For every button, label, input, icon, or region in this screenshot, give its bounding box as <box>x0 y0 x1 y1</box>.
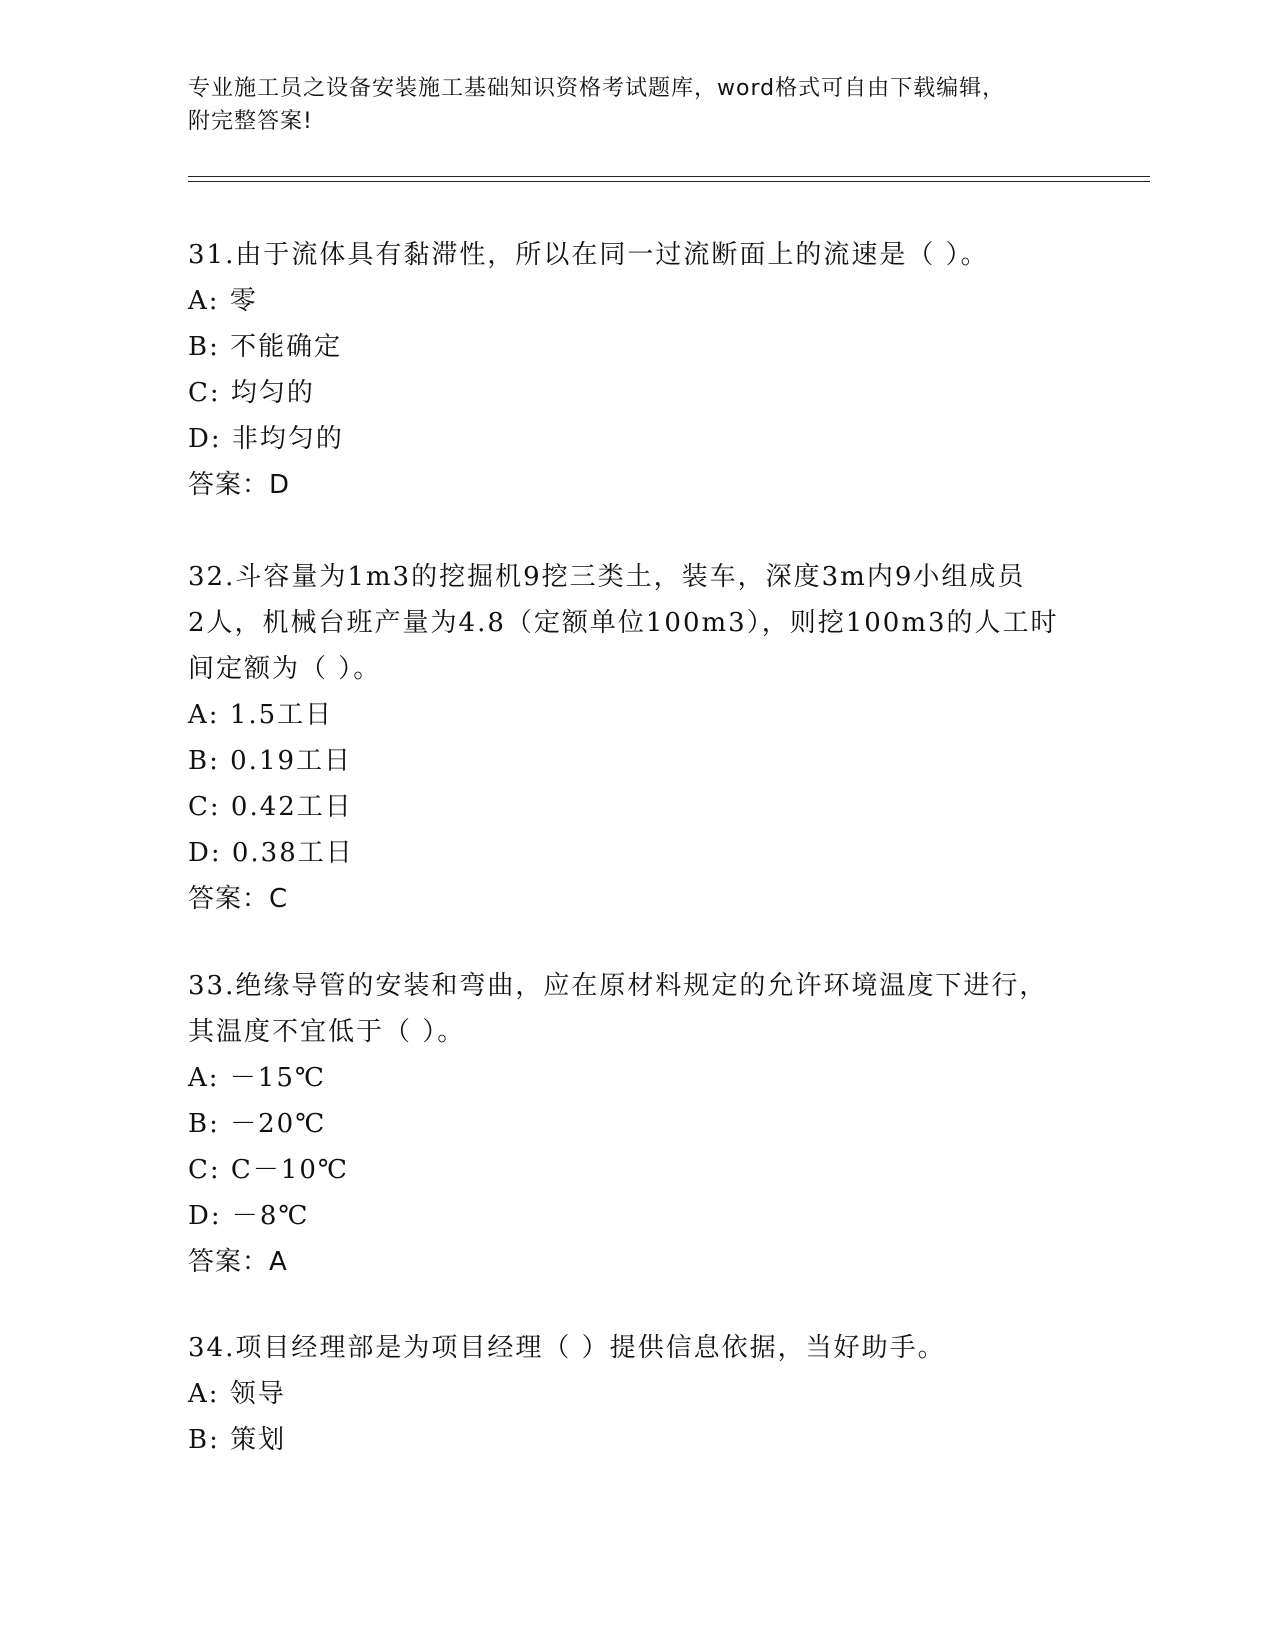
question-stem-line-1: 32.斗容量为1m3的挖掘机9挖三类土，装车，深度3m内9小组成员 <box>188 562 1026 592</box>
option-a: A: 领导 <box>188 1379 286 1409</box>
question-stem-line-3: 间定额为（ ）。 <box>188 654 382 684</box>
question-31 <box>188 232 1088 508</box>
answer: 答案：D <box>188 470 291 500</box>
option-d: D: 非均匀的 <box>188 424 344 454</box>
question-34 <box>188 1325 1088 1463</box>
header-line-1: 专业施工员之设备安装施工基础知识资格考试题库，word格式可自由下载编辑， <box>188 76 1006 101</box>
option-d: D: －8℃ <box>188 1201 310 1231</box>
document-header <box>188 72 1058 138</box>
question-stem-line-1: 33.绝缘导管的安装和弯曲，应在原材料规定的允许环境温度下进行， <box>188 971 1048 1001</box>
option-c: C: C－10℃ <box>188 1155 349 1185</box>
question-32 <box>188 554 1088 922</box>
option-a: A: 1.5工日 <box>188 700 334 730</box>
question-stem-line-2: 其温度不宜低于（ ）。 <box>188 1017 466 1047</box>
question-stem: 31.由于流体具有黏滞性，所以在同一过流断面上的流速是（ ）。 <box>188 240 989 270</box>
option-b: B: 不能确定 <box>188 332 343 362</box>
option-b: B: 0.19工日 <box>188 746 353 776</box>
question-33 <box>188 963 1088 1285</box>
answer: 答案：A <box>188 1247 288 1277</box>
option-a: A: －15℃ <box>188 1063 326 1093</box>
option-c: C: 均匀的 <box>188 378 315 408</box>
option-b: B: 策划 <box>188 1425 287 1455</box>
option-b: B: －20℃ <box>188 1109 327 1139</box>
header-line-2: 附完整答案! <box>188 109 313 134</box>
question-stem: 34.项目经理部是为项目经理（ ）提供信息依据，当好助手。 <box>188 1333 946 1363</box>
option-d: D: 0.38工日 <box>188 838 354 868</box>
option-c: C: 0.42工日 <box>188 792 353 822</box>
option-a: A: 零 <box>188 286 258 316</box>
question-stem-line-2: 2人，机械台班产量为4.8（定额单位100m3），则挖100m3的人工时 <box>188 608 1059 638</box>
header-rule-top <box>188 176 1150 177</box>
header-rule-bottom <box>188 181 1150 182</box>
answer: 答案：C <box>188 884 289 914</box>
